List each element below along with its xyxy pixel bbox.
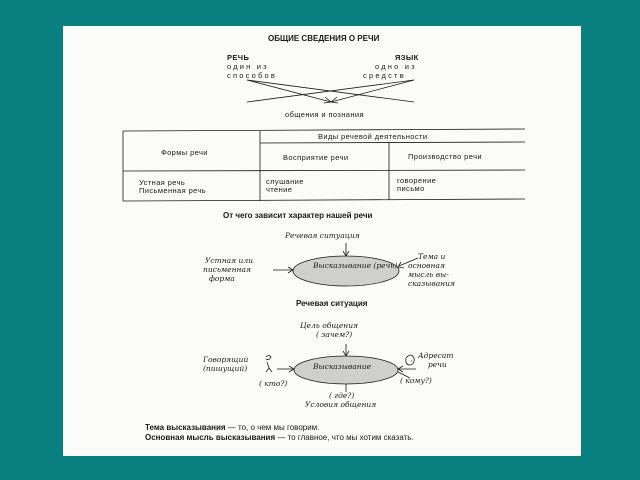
diagram2-bottom-label: Условия общения bbox=[305, 400, 377, 409]
diagram2-left-label: Говорящий bbox=[203, 355, 249, 364]
diagram2-center-label: Высказывание bbox=[313, 362, 372, 371]
diagram2-right-label: Адресат bbox=[418, 351, 454, 360]
diagram2-left-question: ( кто?) bbox=[259, 379, 288, 388]
definition-term: Тема высказывания bbox=[145, 423, 226, 432]
definition-line bbox=[145, 434, 414, 442]
diagram2-right-question: ( кому?) bbox=[400, 376, 432, 385]
speech-heading: РЕЧЬ bbox=[227, 53, 250, 62]
diagram1-heading: От чего зависит характер нашей речи bbox=[223, 211, 373, 220]
diagram1-right-label: сказывания bbox=[408, 279, 455, 288]
table-cell: слушание bbox=[266, 177, 304, 186]
diagram1-left-label: форма bbox=[209, 274, 235, 283]
speaker-figure-icon bbox=[266, 356, 272, 373]
diagram1-center-label: Высказывание (речь) bbox=[313, 261, 398, 270]
table-production-header: Производство речи bbox=[408, 152, 482, 161]
diagram-lines bbox=[63, 26, 581, 456]
table-perception-header: Восприятие речи bbox=[283, 153, 349, 162]
definition-term: Основная мысль высказывания bbox=[145, 433, 276, 442]
table-cell: говорение bbox=[397, 176, 437, 185]
arrowhead bbox=[324, 97, 331, 103]
arrow-line bbox=[331, 80, 414, 102]
diagram1-top-label: Речевая ситуация bbox=[285, 231, 360, 240]
section-title: ОБЩИЕ СВЕДЕНИЯ О РЕЧИ bbox=[268, 34, 380, 43]
table-cell: Устная речь bbox=[139, 178, 186, 187]
diagram2-heading: Речевая ситуация bbox=[296, 299, 368, 308]
language-line2: средств bbox=[363, 71, 406, 80]
communication-caption: общения и познания bbox=[285, 110, 364, 119]
table-cell: чтение bbox=[266, 185, 293, 194]
speech-line2: способов bbox=[227, 71, 278, 80]
top-crossing-arrows bbox=[247, 80, 414, 103]
table-cell: Письменная речь bbox=[139, 186, 207, 195]
definition-text: — то главное, что мы хотим сказать. bbox=[275, 433, 414, 442]
speech-line1: один из bbox=[227, 62, 269, 71]
table-top-border bbox=[123, 129, 525, 131]
diagram2-top-question: ( зачем?) bbox=[316, 330, 353, 339]
table-forms-header: Формы речи bbox=[161, 148, 208, 157]
diagram1-right-label: основная bbox=[408, 261, 445, 270]
table-group-line bbox=[260, 142, 525, 143]
diagram1-right-label: мысль вы- bbox=[408, 270, 449, 279]
diagram1-right-label: Тема и bbox=[418, 252, 446, 261]
diagram2-left-label: (пишущий) bbox=[203, 364, 248, 373]
table-bottom-border bbox=[123, 199, 525, 201]
definition-text: — то, о чем мы говорим. bbox=[225, 423, 320, 432]
language-line1: одно из bbox=[375, 62, 417, 71]
diagram2-top-label: Цель общения bbox=[300, 321, 358, 330]
table-group-header: Виды речевой деятельности bbox=[318, 132, 428, 141]
language-heading: ЯЗЫК bbox=[395, 53, 419, 62]
table-cell: письмо bbox=[397, 184, 425, 193]
diagram1-left-label: письменная bbox=[203, 265, 251, 274]
arrow-line bbox=[247, 80, 331, 102]
diagram1-left-label: Устная или bbox=[205, 256, 253, 265]
scanned-page bbox=[63, 26, 581, 456]
listener-head-icon bbox=[406, 355, 414, 365]
diagram2-bottom-question: ( где?) bbox=[329, 391, 355, 400]
diagram2-right-label: речи bbox=[428, 360, 447, 369]
table-header-line bbox=[123, 170, 525, 171]
arrowhead bbox=[331, 97, 338, 103]
definition-line bbox=[145, 424, 319, 432]
